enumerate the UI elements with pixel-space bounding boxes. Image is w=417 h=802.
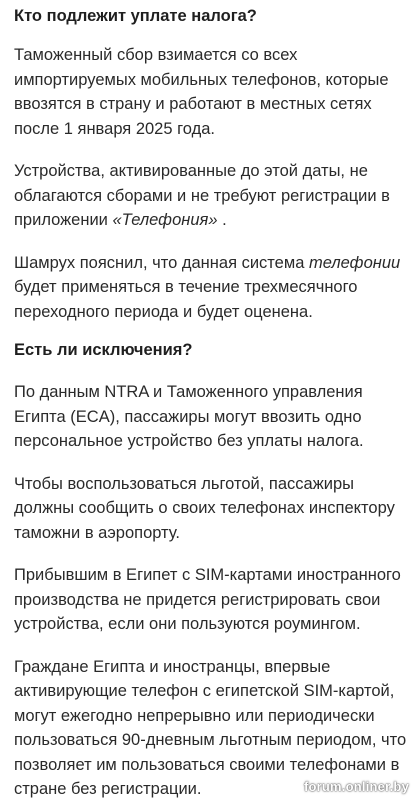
section-heading-who-pays: Кто подлежит уплате налога? xyxy=(14,7,257,25)
paragraph-grace-period: Граждане Египта и иностранцы, впервые активирующие телефон с египетской SIM-картой, могут ежегодно непрерывно или периодически пользоваться 90-дневным льготным периодом, что позволяет им пользоваться своими телефонами в стране без регистрации. xyxy=(14,657,407,798)
paragraph-personal-device: По данным NTRA и Таможенного управления Египта (ECA), пассажиры могут ввозить одно персональное устройство без уплаты налога. xyxy=(14,383,364,450)
article-body xyxy=(14,0,410,802)
system-name-italic: телефонии xyxy=(308,253,401,272)
paragraph-transition-period xyxy=(14,251,410,325)
section-heading-exceptions: Есть ли исключения? xyxy=(14,341,193,359)
paragraph-declare-customs: Чтобы воспользоваться льготой, пассажиры должны сообщить о своих телефонах инспектору таможни в аэропорту. xyxy=(14,474,395,542)
paragraph-text: . xyxy=(217,211,227,229)
watermark: forum.onliner.by xyxy=(303,779,409,794)
paragraph-foreign-sim: Прибывшим в Египет с SIM-картами иностранного производства не придется регистрировать свои устройства, если они пользуются роумингом. xyxy=(14,566,401,633)
paragraph-text: будет применяться в течение трехмесячного переходного периода и будет оценена. xyxy=(14,278,358,321)
paragraph-activated-devices xyxy=(14,159,410,233)
paragraph-text: Шамрух пояснил, что данная система xyxy=(14,253,309,272)
paragraph-customs-fee: Таможенный сбор взимается со всех импортируемых мобильных телефонов, которые ввозятся в страну и работают в местных сетях после 1 января 2025 года. xyxy=(14,46,389,138)
app-name-italic: «Телефония» xyxy=(112,211,218,229)
paragraph-text: Устройства, активированные до этой даты, не облагаются сборами и не требуют регистрации в приложении xyxy=(14,162,390,229)
